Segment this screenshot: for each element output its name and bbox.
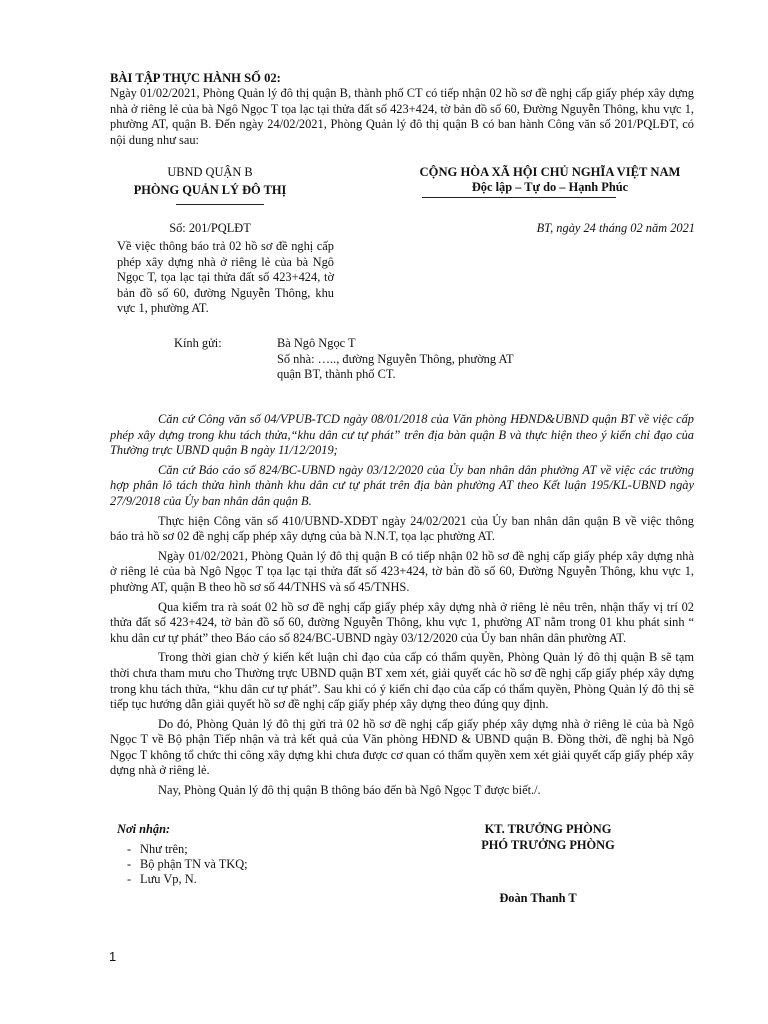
recipient-name: Bà Ngô Ngọc T [277, 336, 356, 350]
parent-organization: UBND QUẬN B [167, 165, 253, 179]
exercise-intro: Ngày 01/02/2021, Phòng Quản lý đô thị quận B, thành phố CT có tiếp nhận 02 hồ sơ đề nghị cấp giấy phép xây dựng nhà ở riêng lẻ của bà Ngô Ngọc T tọa lạc tại thửa đất số 423+424, tờ bản đồ số 60, Đường Nguyễn Thông, khu vực 1, phường AT, quận B. Đến ngày 24/02/2021, Phòng Quản lý đô thị quận B có ban hành Công văn số 201/PQLĐT, có nội dung như sau: [110, 86, 694, 147]
signer-name: Đoàn Thanh T [499, 891, 577, 905]
national-motto: Độc lập – Tự do – Hạnh Phúc [471, 179, 629, 194]
paragraph-receipt: Ngày 01/02/2021, Phòng Quản lý đô thị quận B có tiếp nhận 02 hồ sơ đề nghị cấp giấy phép xây dựng nhà ở riêng lẻ của bà Ngô Ngọc T tọa lạc tại thửa đất số 423+424, tờ bản đồ số 60, Đường Nguyễn Thông, khu vực 1, phường AT, quận B theo hồ sơ số 44/TNHS và số 45/TNHS. [110, 548, 694, 594]
organization-underline [176, 204, 264, 205]
page-number: 1 [109, 949, 117, 964]
list-item: - Lưu Vp, N. [117, 872, 377, 887]
list-item: - Bộ phận TN và TKQ; [117, 857, 377, 872]
paragraph-implementation: Thực hiện Công văn số 410/UBND-XDĐT ngày 24/02/2021 của Ủy ban nhân dân quận B về việc thông báo trả hồ sơ 02 đề nghị cấp phép xây dựng của bà N.N.T, tọa lạc phường AT. [110, 513, 694, 544]
signature-block [418, 822, 678, 853]
signature-title-1: KT. TRƯỞNG PHÒNG [484, 822, 612, 836]
signature-title-2: PHÓ TRƯỞNG PHÒNG [481, 837, 615, 852]
document-subject: Về việc thông báo trả 02 hồ sơ đề nghị cấp phép xây dựng nhà ở riêng lẻ của bà Ngô Ngọc T, tọa lạc tại thửa đất số 423+424, tờ bản đồ số 60, đường Nguyễn Thông, khu vực 1, phường AT. [117, 239, 334, 316]
paragraph-conclusion: Do đó, Phòng Quản lý đô thị gửi trả 02 hồ sơ đề nghị cấp giấy phép xây dựng nhà ở riêng lẻ của bà Ngô Ngọc T về Bộ phận Tiếp nhận và trả kết quả của Văn phòng HĐND & UBND quận B. Đồng thời, đề nghị bà Ngô Ngọc T không tổ chức thi công xây dựng khi chưa được cơ quan có thẩm quyền xem xét giải quyết cấp giấy phép xây dựng nhà ở riêng lẻ. [110, 716, 694, 778]
nation-name: CỘNG HÒA XÃ HỘI CHỦ NGHĨA VIỆT NAM [419, 165, 681, 179]
exercise-title: BÀI TẬP THỰC HÀNH SỐ 02: [110, 71, 281, 85]
receivers-block [117, 822, 377, 887]
paragraph-notice: Nay, Phòng Quản lý đô thị quận B thông báo đến bà Ngô Ngọc T được biết./. [158, 783, 541, 798]
issuing-organization [110, 165, 310, 198]
paragraph-legal-basis-1: Căn cứ Công văn số 04/VPUB-TCD ngày 08/01/2018 của Văn phòng HĐND&UBND quận BT về việc cấp phép xây dựng trong khu tách thửa,“khu dân cư tự phát” trên địa bàn quận B và thực hiện theo ý kiến chỉ đạo của Thường trực UBND quận B ngày 11/12/2019; [110, 412, 694, 458]
list-item: - Như trên; [117, 842, 377, 857]
receivers-heading: Nơi nhận: [117, 822, 171, 836]
recipient-address-line1: Số nhà: ….., đường Nguyễn Thông, phường AT [277, 351, 514, 366]
recipient-address-line2: quận BT, thành phố CT. [277, 367, 396, 382]
motto-underline [422, 197, 616, 198]
paragraph-review: Qua kiểm tra rà soát 02 hồ sơ đề nghị cấp giấy phép xây dựng nhà ở riêng lẻ nêu trên, nhận thấy vị trí 02 thửa đất số 423+424, tờ bản đồ số 60, đường Nguyễn Thông, khu vực 1, phường AT nằm trong 01 khu phát sinh “ khu dân cư tự phát” theo Báo cáo số 824/BC-UBND ngày 03/12/2020 của Ủy ban nhân dân phường AT. [110, 599, 694, 645]
national-heading [370, 165, 730, 195]
paragraph-pending: Trong thời gian chờ ý kiến kết luận chỉ đạo của cấp có thẩm quyền, Phòng Quản lý đô thị quận B sẽ tạm thời chưa tham mưu cho Thường trực UBND quận BT xem xét, giải quyết các hồ sơ đề nghị cấp giấy phép xây dựng trong khu tách thửa, “khu dân cư tự phát”. Sau khi có ý kiến chỉ đạo của cấp có thẩm quyền, Phòng Quản lý đô thị sẽ tiếp tục hướng dẫn giải quyết hồ sơ đề nghị cấp giấy phép xây dựng theo đúng quy định. [110, 650, 694, 712]
document-number: Số: 201/PQLĐT [169, 221, 251, 235]
document-body [110, 412, 694, 803]
paragraph-legal-basis-2: Căn cứ Báo cáo số 824/BC-UBND ngày 03/12/2020 của Ủy ban nhân dân phường AT về việc các trường hợp phân lô tách thửa hình thành khu dân cư tự phát trên địa bàn phường AT theo Kết luận 195/KL-UBND ngày 27/9/2018 của Ủy ban nhân dân quận B. [110, 462, 694, 508]
organization-name: PHÒNG QUẢN LÝ ĐÔ THỊ [133, 182, 287, 197]
receivers-list [117, 842, 377, 888]
recipient-block [277, 336, 597, 383]
recipient-label: Kính gửi: [174, 336, 222, 350]
document-date: BT, ngày 24 tháng 02 năm 2021 [536, 221, 695, 235]
